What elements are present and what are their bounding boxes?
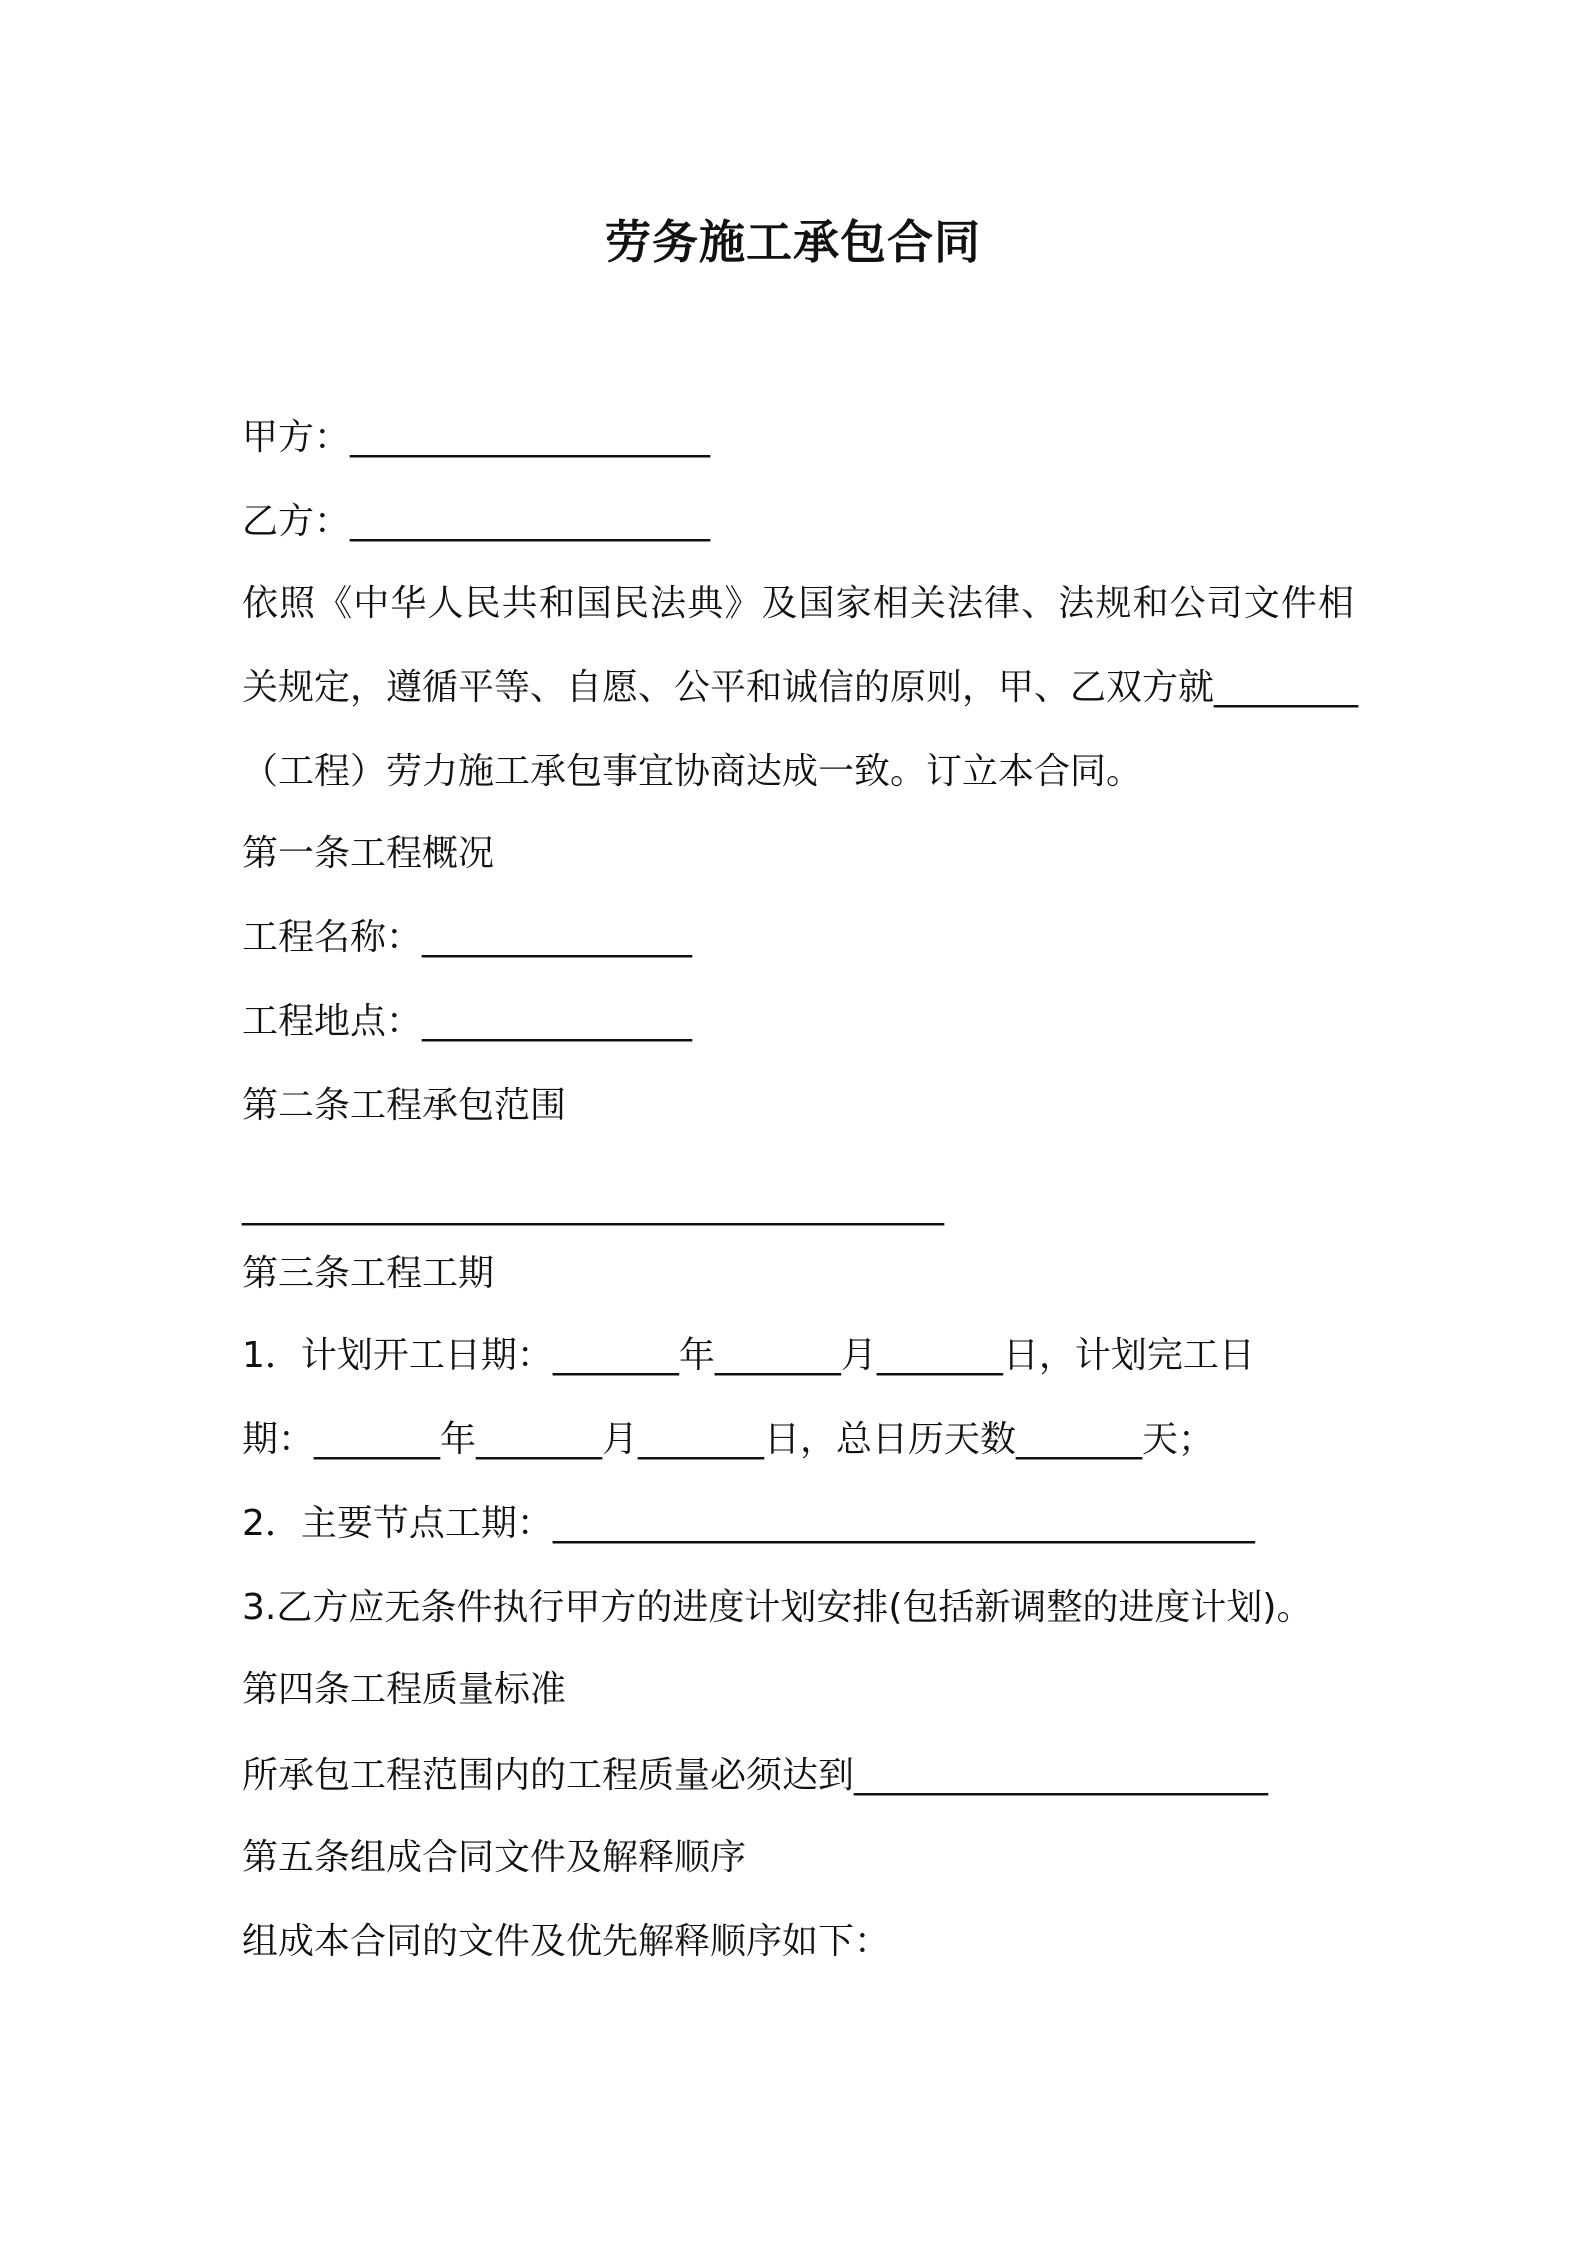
article-1-heading: 第一条工程概况	[242, 833, 495, 874]
article-4-heading: 第四条工程质量标准	[242, 1669, 567, 1710]
schedule-line-1: 1．计划开工日期：_______年_______月_______日，计划完工日	[242, 1335, 1255, 1376]
article-2-heading: 第二条工程承包范围	[242, 1085, 567, 1126]
schedule-compliance-line: 3.乙方应无条件执行甲方的进度计划安排(包括新调整的进度计划)。	[242, 1587, 1313, 1628]
scope-blank-line: _______________________________________	[242, 1185, 944, 1226]
preamble-line-2: 关规定，遵循平等、自愿、公平和诚信的原则，甲、乙双方就________	[242, 667, 1359, 708]
document-title: 劳务施工承包合同	[605, 215, 981, 269]
quality-line: 所承包工程范围内的工程质量必须达到_______________________	[242, 1755, 1269, 1796]
party-b-line: 乙方：____________________	[242, 501, 711, 542]
project-location-line: 工程地点：_______________	[242, 1001, 693, 1042]
schedule-line-2: 期：_______年_______月_______日，总日历天数_______天；	[242, 1419, 1215, 1460]
preamble-line-1: 依照《中华人民共和国民法典》及国家相关法律、法规和公司文件相	[242, 583, 1354, 624]
article-3-heading: 第三条工程工期	[242, 1253, 495, 1294]
article-5-heading: 第五条组成合同文件及解释顺序	[242, 1837, 747, 1878]
document-order-line: 组成本合同的文件及优先解释顺序如下：	[242, 1921, 891, 1962]
preamble-line-3: （工程）劳力施工承包事宜协商达成一致。订立本合同。	[242, 751, 1143, 792]
project-name-line: 工程名称：_______________	[242, 917, 693, 958]
milestone-line: 2．主要节点工期：_______________________________________	[242, 1503, 1255, 1544]
party-a-line: 甲方：____________________	[242, 417, 711, 458]
